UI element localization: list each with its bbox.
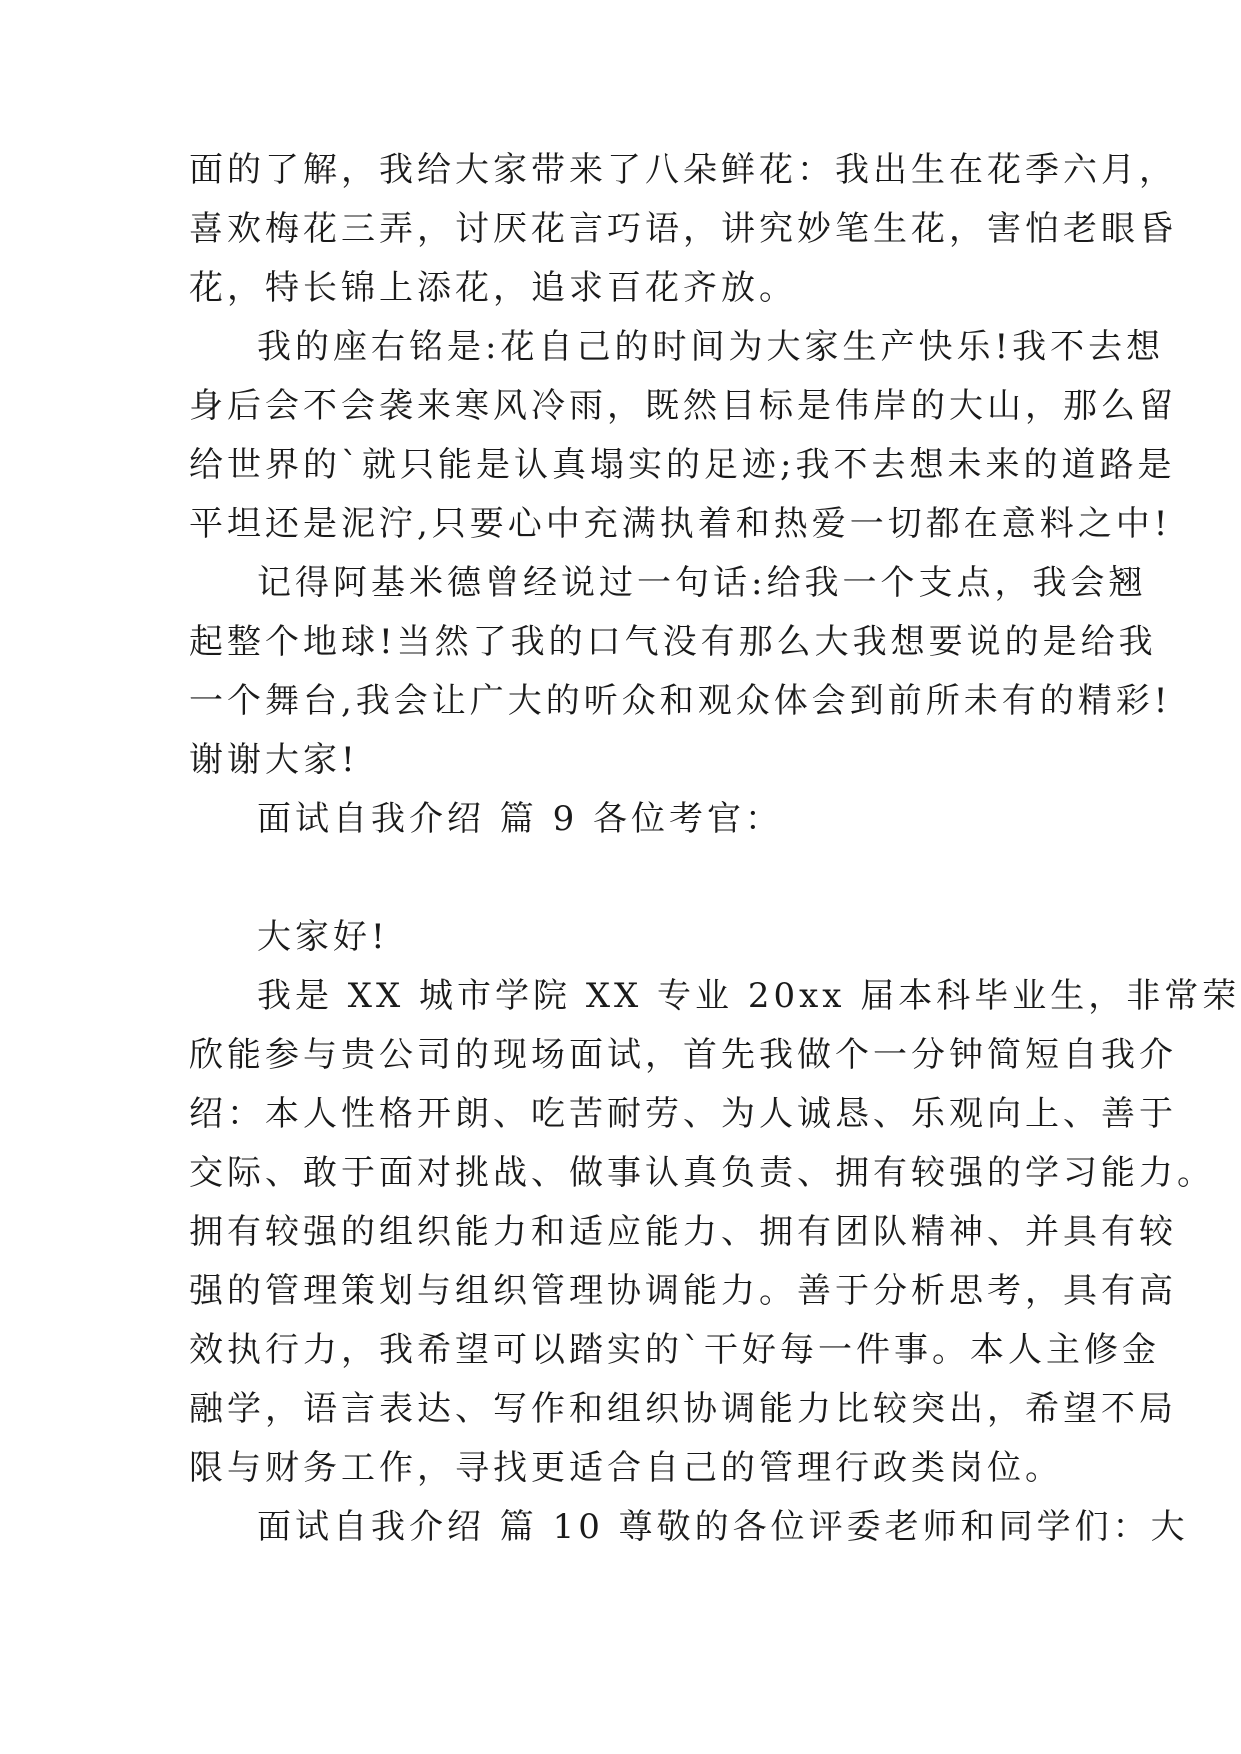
text-line: 融学，语言表达、写作和组织协调能力比较突出，希望不局 xyxy=(189,1389,1177,1429)
text-line: 起整个地球!当然了我的口气没有那么大我想要说的是给我 xyxy=(189,622,1157,662)
section-heading: 面试自我介绍 篇 9 各位考官： xyxy=(257,799,784,839)
text-line: 欣能参与贵公司的现场面试，首先我做个一分钟简短自我介 xyxy=(189,1035,1177,1075)
text-line: 记得阿基米德曾经说过一句话:给我一个支点，我会翘 xyxy=(257,563,1147,603)
section-heading: 面试自我介绍 篇 10 尊敬的各位评委老师和同学们：大 xyxy=(257,1507,1189,1547)
text-line: 身后会不会袭来寒风冷雨，既然目标是伟岸的大山，那么留 xyxy=(189,386,1177,426)
text-line: 谢谢大家! xyxy=(189,740,359,780)
text-line: 效执行力，我希望可以踏实的`干好每一件事。本人主修金 xyxy=(189,1330,1160,1370)
text-line: 交际、敢于面对挑战、做事认真负责、拥有较强的学习能力。 xyxy=(189,1153,1215,1193)
text-line: 限与财务工作，寻找更适合自己的管理行政类岗位。 xyxy=(189,1448,1063,1488)
text-line: 强的管理策划与组织管理协调能力。善于分析思考，具有高 xyxy=(189,1271,1177,1311)
text-line: 绍：本人性格开朗、吃苦耐劳、为人诚恳、乐观向上、善于 xyxy=(189,1094,1177,1134)
text-line: 大家好! xyxy=(257,917,389,957)
text-line: 平坦还是泥泞,只要心中充满执着和热爱一切都在意料之中! xyxy=(189,504,1172,544)
text-line: 喜欢梅花三弄，讨厌花言巧语，讲究妙笔生花，害怕老眼昏 xyxy=(189,209,1177,249)
text-line: 我的座右铭是:花自己的时间为大家生产快乐!我不去想 xyxy=(257,327,1165,367)
text-line: 拥有较强的组织能力和适应能力、拥有团队精神、并具有较 xyxy=(189,1212,1177,1252)
text-line: 花，特长锦上添花，追求百花齐放。 xyxy=(189,268,797,308)
text-line: 面的了解，我给大家带来了八朵鲜花：我出生在花季六月， xyxy=(189,150,1177,190)
text-line: 一个舞台,我会让广大的听众和观众体会到前所未有的精彩! xyxy=(189,681,1172,721)
text-line: 我是 XX 城市学院 XX 专业 20xx 届本科毕业生，非常荣 xyxy=(257,976,1241,1016)
text-line: 给世界的`就只能是认真塌实的足迹;我不去想未来的道路是 xyxy=(189,445,1176,485)
